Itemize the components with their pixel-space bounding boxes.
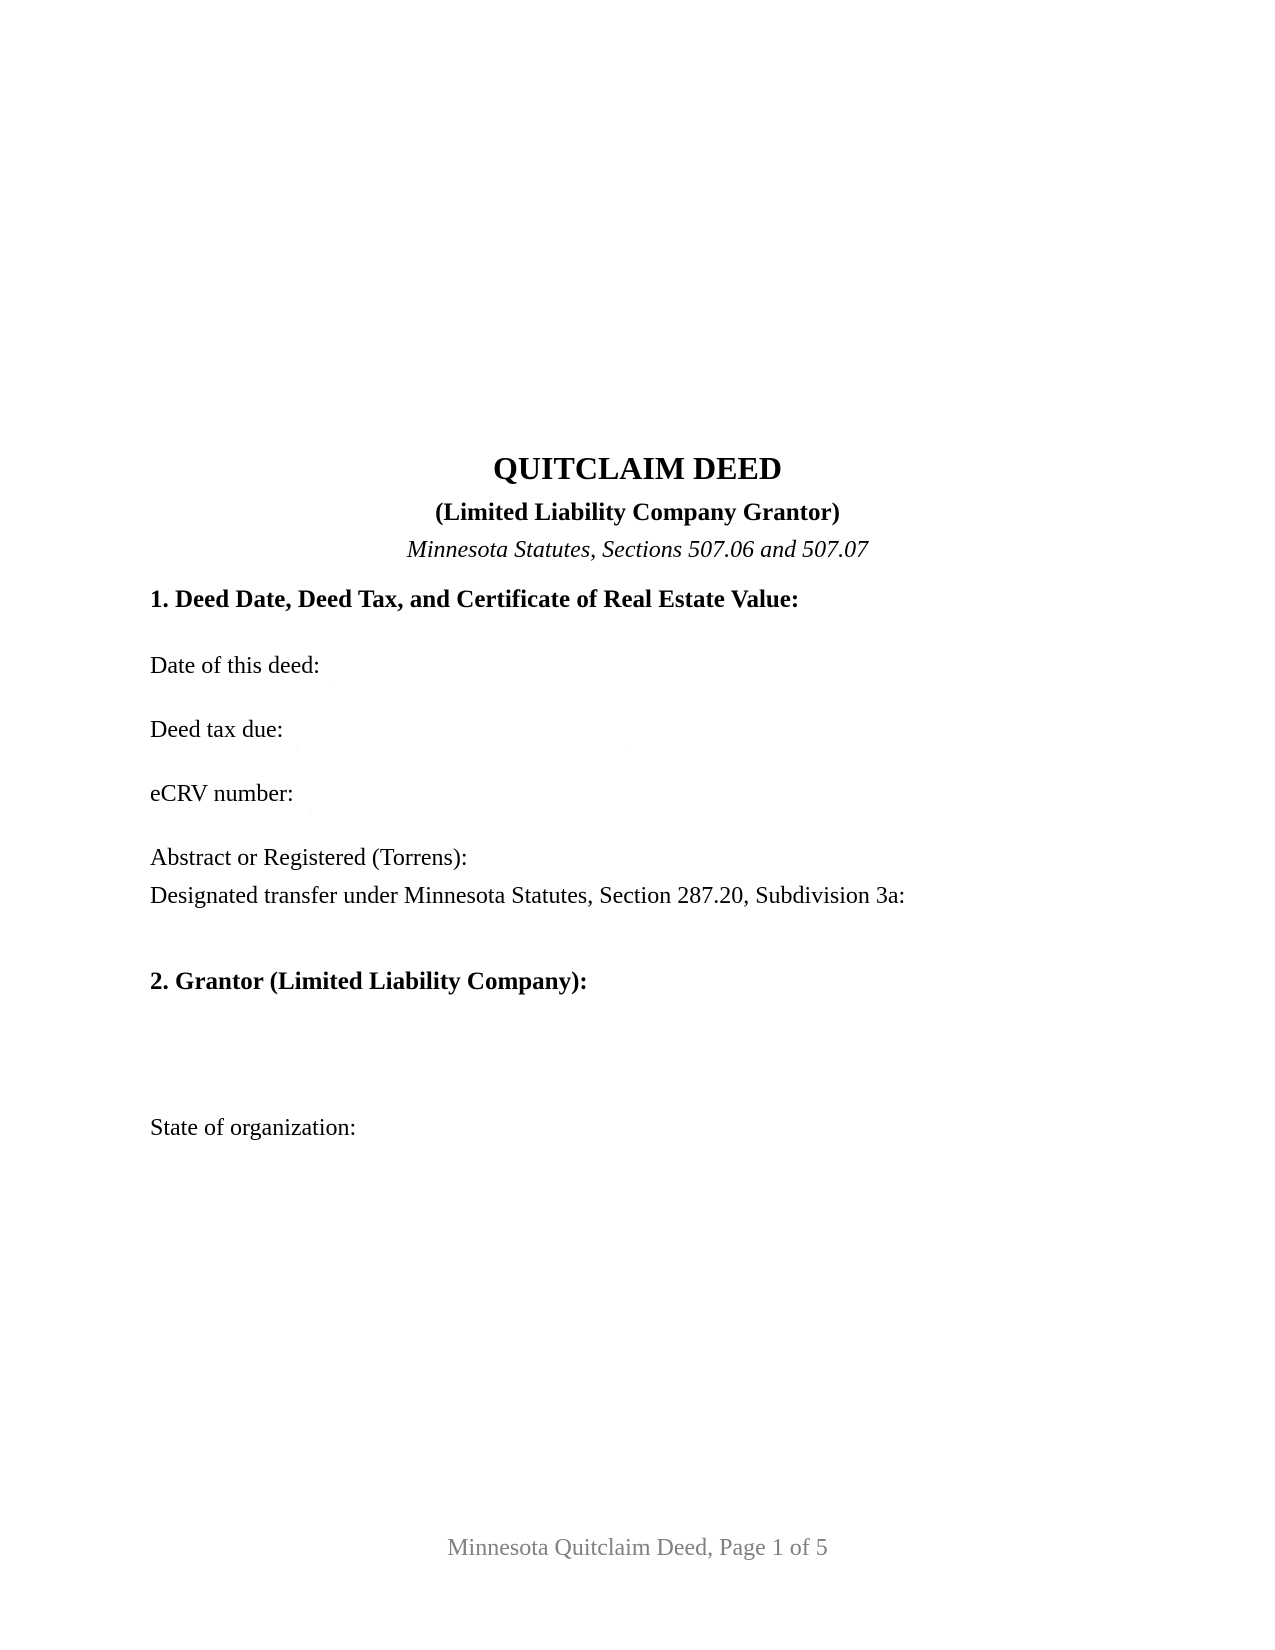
statute-reference: Minnesota Statutes, Sections 507.06 and 507.07 — [406, 537, 869, 563]
deed-date-field-mark — [333, 682, 334, 683]
deed-tax-field-mark-start — [297, 746, 298, 747]
deed-tax-label: Deed tax due: — [150, 717, 284, 743]
state-of-organization-label: State of organization: — [150, 1115, 357, 1141]
abstract-torrens-label: Abstract or Registered (Torrens): — [150, 845, 468, 871]
deed-date-label: Date of this deed: — [150, 653, 320, 679]
section-1-heading: 1. Deed Date, Deed Tax, and Certificate of Real Estate Value: — [150, 586, 800, 613]
section-2-heading: 2. Grantor (Limited Liability Company): — [150, 968, 588, 995]
ecrv-number-label: eCRV number: — [150, 781, 294, 807]
ecrv-field-mark — [310, 810, 311, 811]
document-subtitle: (Limited Liability Company Grantor) — [435, 499, 840, 526]
page-footer: Minnesota Quitclaim Deed, Page 1 of 5 — [447, 1535, 828, 1561]
deed-tax-field-mark-end — [626, 746, 627, 747]
designated-transfer-label: Designated transfer under Minnesota Statutes, Section 287.20, Subdivision 3a: — [150, 883, 906, 909]
document-title: QUITCLAIM DEED — [493, 450, 782, 486]
